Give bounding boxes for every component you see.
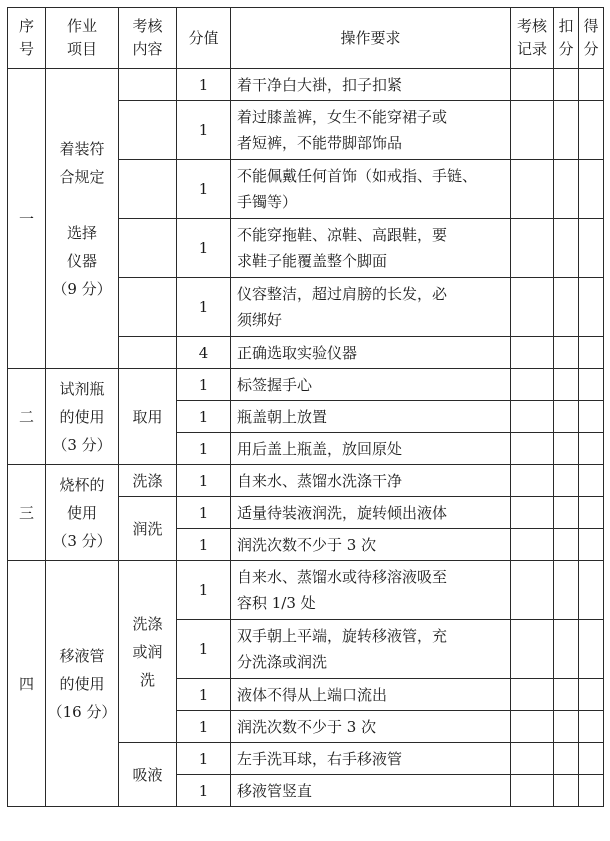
score-cell: 1: [177, 401, 231, 433]
requirement-cell: 着干净白大褂，扣子扣紧: [231, 69, 511, 101]
deduct-cell: [554, 69, 579, 101]
content-cell: 洗涤: [119, 465, 177, 497]
record-cell: [511, 465, 554, 497]
gain-cell: [579, 743, 604, 775]
requirement-cell: 液体不得从上端口流出: [231, 679, 511, 711]
deduct-cell: [554, 433, 579, 465]
gain-cell: [579, 160, 604, 219]
requirement-cell: 适量待装液润洗，旋转倾出液体: [231, 497, 511, 529]
score-cell: 1: [177, 620, 231, 679]
header-deduct: 扣 分: [554, 8, 579, 69]
gain-cell: [579, 278, 604, 337]
requirement-cell: 仪容整洁，超过肩膀的长发，必 须绑好: [231, 278, 511, 337]
section-seq: 二: [8, 369, 46, 465]
deduct-cell: [554, 369, 579, 401]
requirement-cell: 不能佩戴任何首饰（如戒指、手链、 手镯等）: [231, 160, 511, 219]
content-cell: 润洗: [119, 497, 177, 561]
header-record: 考核 记录: [511, 8, 554, 69]
table-row: [8, 561, 604, 620]
record-cell: [511, 497, 554, 529]
assessment-table: [7, 7, 604, 807]
score-cell: 1: [177, 465, 231, 497]
score-cell: 1: [177, 433, 231, 465]
requirement-cell: 着过膝盖裤，女生不能穿裙子或 者短裤，不能带脚部饰品: [231, 101, 511, 160]
record-cell: [511, 101, 554, 160]
requirement-cell: 润洗次数不少于 3 次: [231, 529, 511, 561]
section-seq: 一: [8, 69, 46, 369]
gain-cell: [579, 369, 604, 401]
record-cell: [511, 401, 554, 433]
deduct-cell: [554, 278, 579, 337]
content-cell: [119, 219, 177, 278]
content-cell: 取用: [119, 369, 177, 465]
section-seq: 四: [8, 561, 46, 807]
score-cell: 1: [177, 160, 231, 219]
section-item: 移液管 的使用 （16 分）: [46, 561, 119, 807]
deduct-cell: [554, 465, 579, 497]
gain-cell: [579, 561, 604, 620]
gain-cell: [579, 620, 604, 679]
deduct-cell: [554, 743, 579, 775]
record-cell: [511, 711, 554, 743]
table-row: [8, 369, 604, 401]
requirement-cell: 左手洗耳球，右手移液管: [231, 743, 511, 775]
score-cell: 1: [177, 529, 231, 561]
header-row: [8, 8, 604, 69]
section-item: 着装符 合规定 选择 仪器 （9 分）: [46, 69, 119, 369]
requirement-cell: 润洗次数不少于 3 次: [231, 711, 511, 743]
gain-cell: [579, 401, 604, 433]
record-cell: [511, 529, 554, 561]
score-cell: 1: [177, 101, 231, 160]
score-cell: 1: [177, 278, 231, 337]
requirement-cell: 双手朝上平端，旋转移液管，充 分洗涤或润洗: [231, 620, 511, 679]
record-cell: [511, 369, 554, 401]
record-cell: [511, 69, 554, 101]
content-cell: [119, 160, 177, 219]
table-row: [8, 69, 604, 101]
score-cell: 1: [177, 219, 231, 278]
deduct-cell: [554, 711, 579, 743]
header-gain: 得 分: [579, 8, 604, 69]
table-row: [8, 465, 604, 497]
record-cell: [511, 433, 554, 465]
score-cell: 1: [177, 775, 231, 807]
record-cell: [511, 337, 554, 369]
requirement-cell: 正确选取实验仪器: [231, 337, 511, 369]
score-cell: 4: [177, 337, 231, 369]
gain-cell: [579, 337, 604, 369]
record-cell: [511, 278, 554, 337]
score-cell: 1: [177, 69, 231, 101]
deduct-cell: [554, 497, 579, 529]
deduct-cell: [554, 775, 579, 807]
gain-cell: [579, 775, 604, 807]
gain-cell: [579, 529, 604, 561]
record-cell: [511, 679, 554, 711]
content-cell: [119, 69, 177, 101]
content-cell: [119, 337, 177, 369]
content-cell: [119, 101, 177, 160]
score-cell: 1: [177, 743, 231, 775]
content-cell: [119, 278, 177, 337]
score-cell: 1: [177, 369, 231, 401]
content-cell: 洗涤 或润 洗: [119, 561, 177, 743]
deduct-cell: [554, 679, 579, 711]
requirement-cell: 自来水、蒸馏水或待移溶液吸至 容积 1/3 处: [231, 561, 511, 620]
score-cell: 1: [177, 561, 231, 620]
record-cell: [511, 561, 554, 620]
record-cell: [511, 219, 554, 278]
deduct-cell: [554, 337, 579, 369]
record-cell: [511, 743, 554, 775]
gain-cell: [579, 497, 604, 529]
section-item: 烧杯的 使用 （3 分）: [46, 465, 119, 561]
gain-cell: [579, 433, 604, 465]
gain-cell: [579, 465, 604, 497]
deduct-cell: [554, 401, 579, 433]
deduct-cell: [554, 219, 579, 278]
gain-cell: [579, 69, 604, 101]
requirement-cell: 标签握手心: [231, 369, 511, 401]
header-content: 考核 内容: [119, 8, 177, 69]
section-item: 试剂瓶 的使用 （3 分）: [46, 369, 119, 465]
header-requirement: 操作要求: [231, 8, 511, 69]
score-cell: 1: [177, 711, 231, 743]
requirement-cell: 用后盖上瓶盖，放回原处: [231, 433, 511, 465]
score-cell: 1: [177, 679, 231, 711]
deduct-cell: [554, 529, 579, 561]
header-seq: 序 号: [8, 8, 46, 69]
header-score: 分值: [177, 8, 231, 69]
requirement-cell: 不能穿拖鞋、凉鞋、高跟鞋，要 求鞋子能覆盖整个脚面: [231, 219, 511, 278]
score-cell: 1: [177, 497, 231, 529]
requirement-cell: 移液管竖直: [231, 775, 511, 807]
gain-cell: [579, 101, 604, 160]
record-cell: [511, 160, 554, 219]
deduct-cell: [554, 620, 579, 679]
gain-cell: [579, 219, 604, 278]
content-cell: 吸液: [119, 743, 177, 807]
header-item: 作业 项目: [46, 8, 119, 69]
gain-cell: [579, 711, 604, 743]
record-cell: [511, 620, 554, 679]
requirement-cell: 自来水、蒸馏水洗涤干净: [231, 465, 511, 497]
deduct-cell: [554, 160, 579, 219]
deduct-cell: [554, 101, 579, 160]
section-seq: 三: [8, 465, 46, 561]
requirement-cell: 瓶盖朝上放置: [231, 401, 511, 433]
deduct-cell: [554, 561, 579, 620]
gain-cell: [579, 679, 604, 711]
record-cell: [511, 775, 554, 807]
